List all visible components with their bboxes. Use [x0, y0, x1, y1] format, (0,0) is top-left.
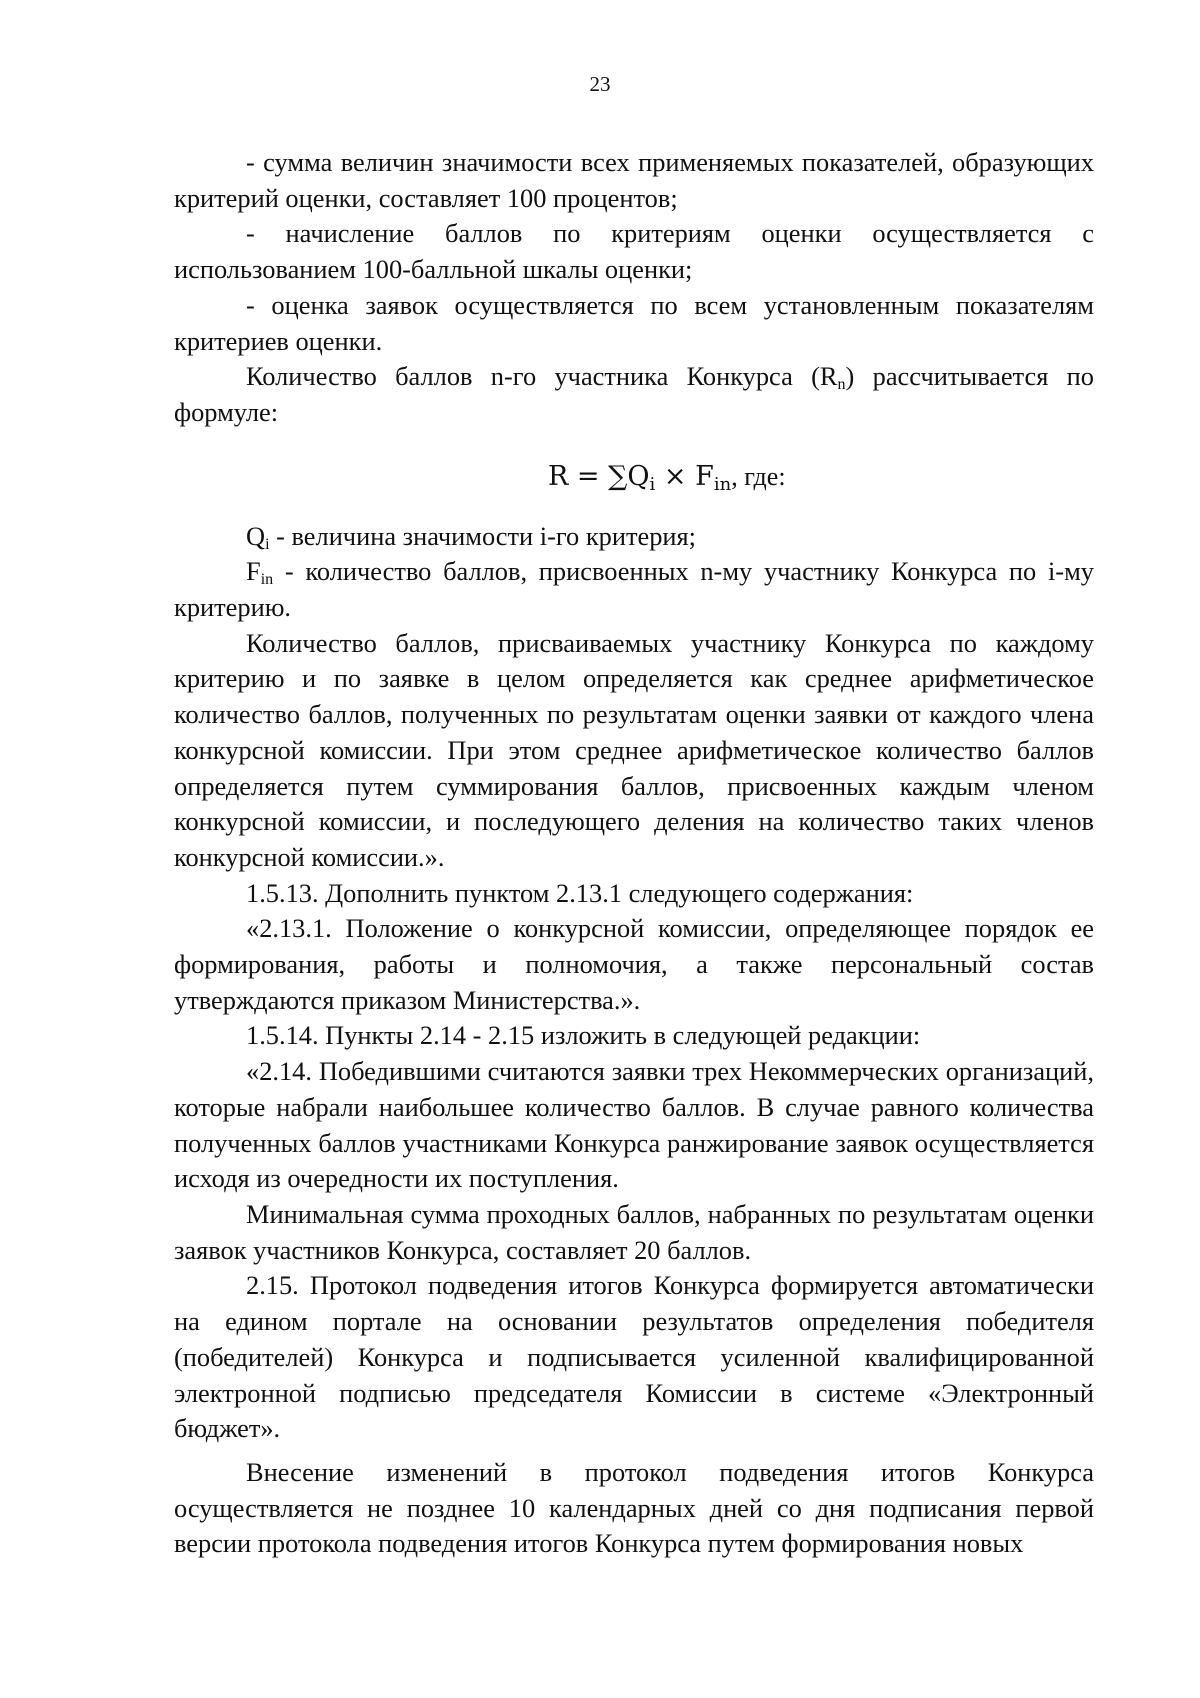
formula-q-subscript: i — [649, 473, 656, 495]
definition-f — [174, 554, 1094, 625]
paragraph-1-5-13: 1.5.13. Дополнить пунктом 2.13.1 следующего содержания: — [246, 877, 914, 908]
formula-f-subscript: in — [713, 473, 732, 495]
formula-tail: , где: — [731, 461, 786, 491]
page-number: 23 — [589, 72, 611, 96]
paragraph-2-15: 2.15. Протокол подведения итогов Конкурса формируется автоматически на едином портале на основании результатов определения победителя (победителей) Конкурса и подписывается усиленной квалифицированной электронной подписью председателя Комиссии в системе «Электронный бюджет». — [174, 1270, 1094, 1444]
formula-intro-subscript: n — [837, 376, 846, 394]
definition-q-symbol: Q — [246, 520, 266, 551]
paragraph-1-5-14: 1.5.14. Пункты 2.14 - 2.15 изложить в следующей редакции: — [246, 1020, 921, 1051]
paragraph-minimum-score: Минимальная сумма проходных баллов, набранных по результатам оценки заявок участников Конкурса, составляет 20 баллов. — [174, 1198, 1094, 1265]
paragraph-scoring-scale: - начисление баллов по критериям оценки осуществляется с использованием 100-балльной шкалы оценки; — [174, 218, 1094, 285]
paragraph-formula-intro — [174, 359, 1094, 430]
paragraph-2-14: «2.14. Победившими считаются заявки трех Некоммерческих организаций, которые набрали наибольшее количество баллов. В случае равного количества полученных баллов участниками Конкурса ранжирование заявок осуществляется исходя из очередности их поступления. — [174, 1056, 1094, 1194]
formula-times: × F — [655, 460, 714, 492]
definition-q-subscript: i — [265, 535, 270, 553]
definition-q-text: - величина значимости i-го критерия; — [269, 520, 697, 551]
formula-main: R = ∑Q — [548, 460, 650, 492]
definition-f-text: - количество баллов, присвоенных n-му участнику Конкурса по i-му критерию. — [174, 556, 1094, 623]
document-body — [174, 145, 1094, 1562]
definition-q — [174, 519, 1094, 555]
definition-f-symbol: F — [246, 556, 261, 587]
paragraph-average-score: Количество баллов, присваиваемых участнику Конкурса по каждому критерию и по заявке в целом определяется как среднее арифметическое количество баллов, полученных по результатам оценки заявки от каждого члена конкурсной комиссии. При этом среднее арифметическое количество баллов определяется путем суммирования баллов, присвоенных каждым членом конкурсной комиссии, и последующего деления на количество таких членов конкурсной комиссии.». — [174, 627, 1094, 872]
paragraph-protocol-changes: Внесение изменений в протокол подведения итогов Конкурса осуществляется не позднее 10 календарных дней со дня подписания первой версии протокола подведения итогов Конкурса путем формирования новых — [174, 1456, 1094, 1559]
formula-intro-text-end: ) рассчитывается по формуле: — [174, 361, 1094, 427]
formula-intro-text: Количество баллов n-го участника Конкурса (R — [246, 361, 838, 392]
paragraph-2-13-1: «2.13.1. Положение о конкурсной комиссии, определяющее порядок ее формирования, работы и полномочия, а также персональный состав утверждаются приказом Министерства.». — [174, 913, 1094, 1015]
definition-f-subscript: in — [260, 571, 274, 589]
score-formula — [174, 453, 1094, 501]
paragraph-sum-of-weights: - сумма величин значимости всех применяемых показателей, образующих критерий оценки, составляет 100 процентов; — [174, 147, 1094, 213]
paragraph-assessment-scope: - оценка заявок осуществляется по всем установленным показателям критериев оценки. — [174, 289, 1094, 356]
